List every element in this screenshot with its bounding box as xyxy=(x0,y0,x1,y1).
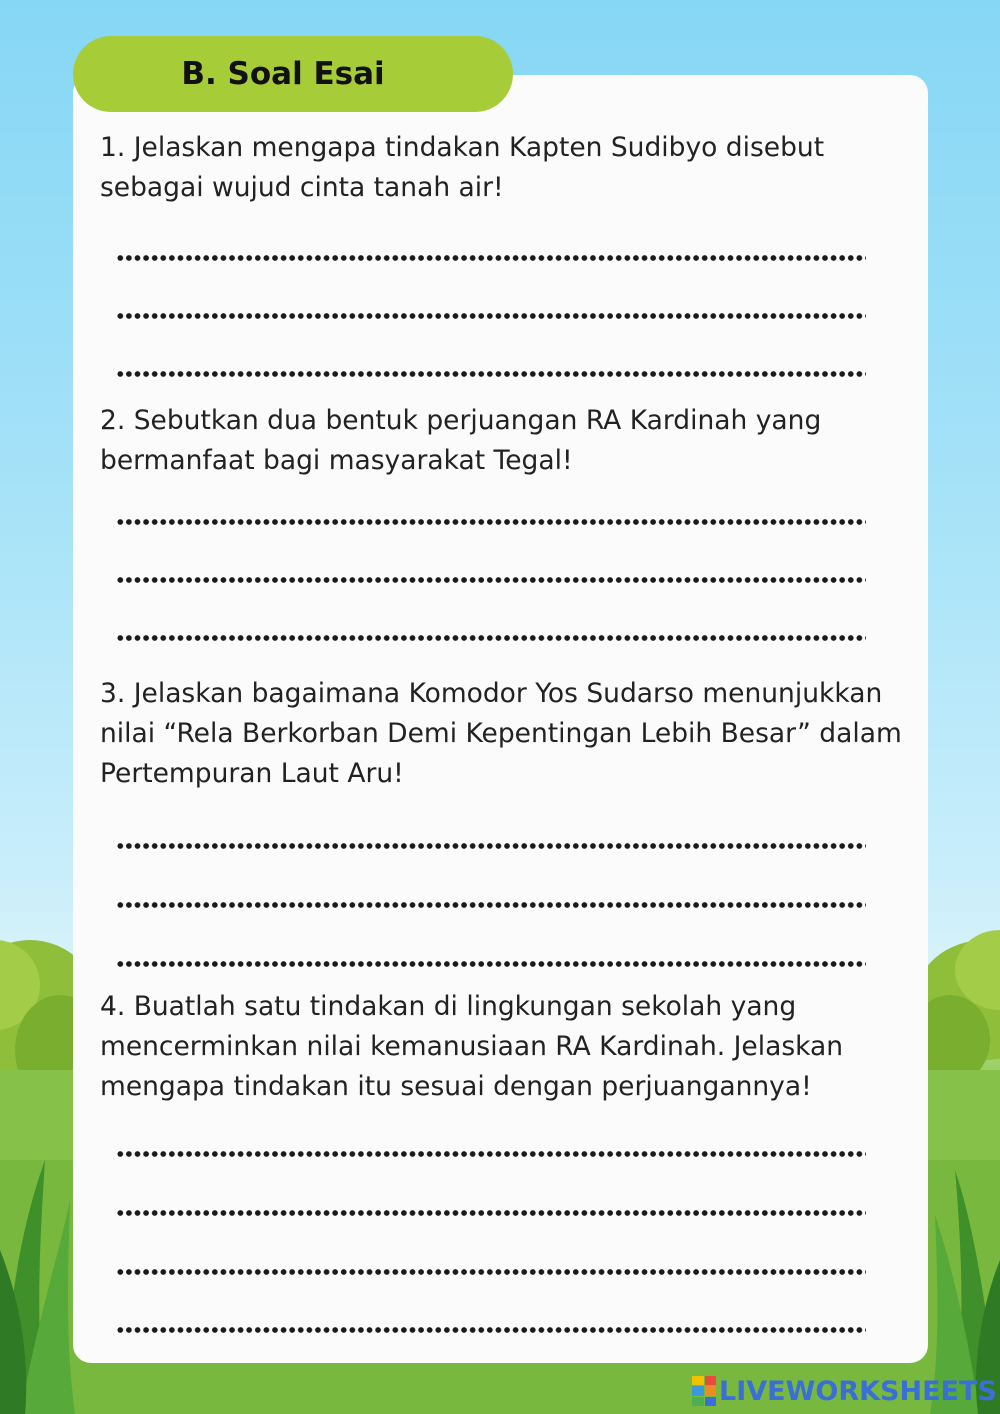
answer-line-3-3[interactable] xyxy=(116,961,866,967)
answer-line-1-2[interactable] xyxy=(116,313,866,319)
answer-line-1-1[interactable] xyxy=(116,255,866,261)
answer-line-3-1[interactable] xyxy=(116,843,866,849)
answer-line-2-2[interactable] xyxy=(116,577,866,583)
answer-line-2-1[interactable] xyxy=(116,519,866,525)
question-1-text: 1. Jelaskan mengapa tindakan Kapten Sudibyo disebut sebagai wujud cinta tanah air! xyxy=(100,132,825,203)
question-2-text: 2. Sebutkan dua bentuk perjuangan RA Kardinah yang bermanfaat bagi masyarakat Tegal! xyxy=(100,405,822,476)
answer-line-4-1[interactable] xyxy=(116,1151,866,1157)
answer-line-4-3[interactable] xyxy=(116,1269,866,1275)
answer-line-3-2[interactable] xyxy=(116,902,866,908)
liveworksheets-logo-icon xyxy=(692,1376,716,1406)
watermark-text: LIVEWORKSHEETS xyxy=(719,1375,997,1407)
answer-line-2-3[interactable] xyxy=(116,635,866,641)
question-4-text: 4. Buatlah satu tindakan di lingkungan sekolah yang mencerminkan nilai kemanusiaan RA Kardinah. Jelaskan mengapa tindakan itu sesuai dengan perjuangannya! xyxy=(100,991,844,1102)
answer-line-4-4[interactable] xyxy=(116,1327,866,1333)
section-title: B. Soal Esai xyxy=(181,56,385,92)
liveworksheets-watermark xyxy=(692,1374,997,1408)
answer-line-1-3[interactable] xyxy=(116,371,866,377)
question-3-text: 3. Jelaskan bagaimana Komodor Yos Sudarso menunjukkan nilai “Rela Berkorban Demi Kepentingan Lebih Besar” dalam Pertempuran Laut Aru! xyxy=(100,678,902,789)
answer-line-4-2[interactable] xyxy=(116,1210,866,1216)
